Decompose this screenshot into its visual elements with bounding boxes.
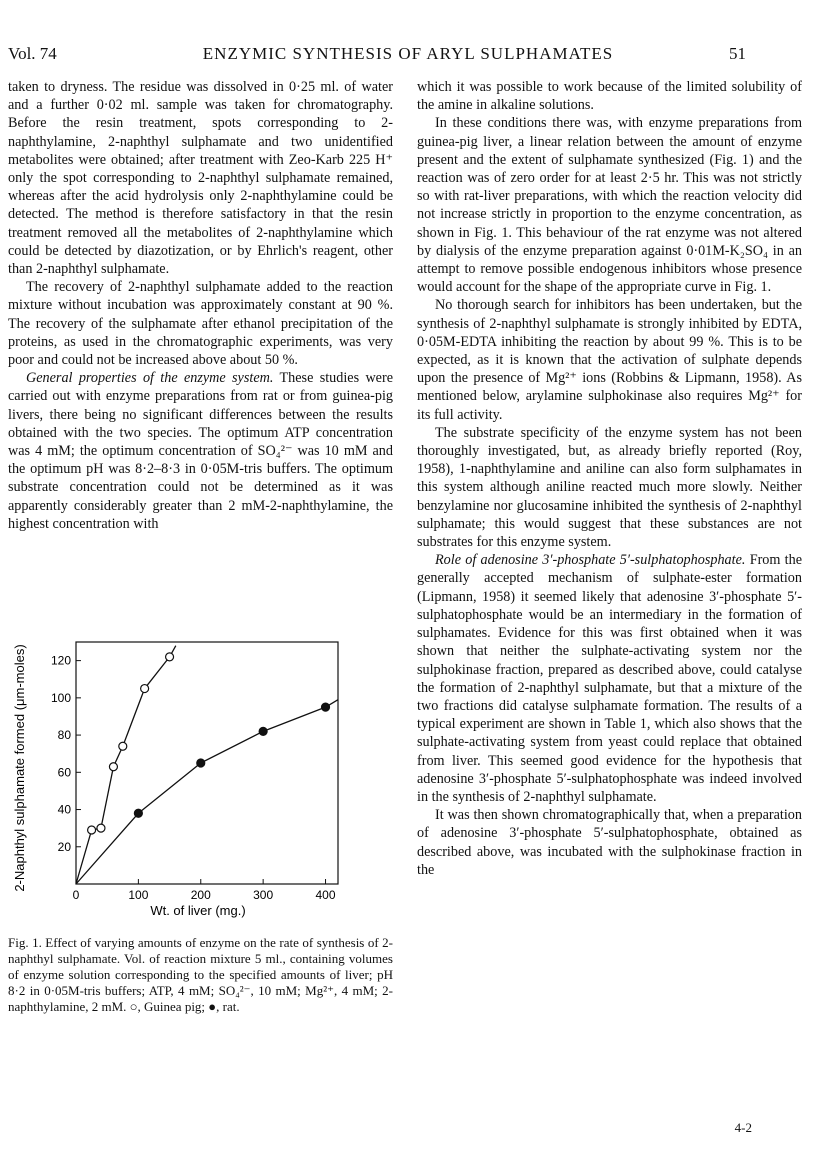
guinea-pig-point	[109, 763, 117, 771]
guinea-pig-point	[97, 824, 105, 832]
x-tick-label: 0	[72, 888, 80, 902]
x-axis-label: Wt. of liver (mg.)	[150, 903, 246, 918]
y-axis-label: 2-Naphthyl sulphamate formed (μm-moles)	[12, 644, 27, 892]
paragraph: The recovery of 2-naphthyl sulphamate added to the reaction mixture without incubation was approximately constant at 90 %. The recovery of the sulphamate after ethanol precipitation of the proteins, as used in the chromatographic experiments, was very poor and could not be increased above about 50 %.	[8, 279, 393, 369]
running-header	[8, 44, 808, 68]
guinea-pig-point	[166, 653, 174, 661]
paragraph: The substrate specificity of the enzyme system has not been thoroughly investigated, but, as already briefly reported (Roy, 1958), 1-naphthylamine and aniline can also form sulphamates in this system although aniline reacted much more slowly. Neither benzylamine nor glucosamine inhibited the synthesis of 2-naphthyl sulphamate; this would suggest that these substances are not substrates for this enzyme system.	[417, 424, 802, 551]
running-title: ENZYMIC SYNTHESIS OF ARYL SULPHAMATES	[202, 44, 614, 63]
rat-point	[259, 727, 267, 735]
x-tick-label: 300	[253, 888, 274, 902]
paragraph: taken to dryness. The residue was dissolved in 0·25 ml. of water and a further 0·02 ml. sample was taken for chromatography. Before the resin treatment, spots corresponding to 2-naphthylamine, 2-naphthyl sulphamate and two unidentified metabolites were obtained; after treatment with Zeo-Karb 225 H⁺ only the spot corresponding to 2-naphthyl sulphamate remained, whereas after the acid hydrolysis only 2-naphthylamine could be detected. The method is therefore satisfactory in that the resin treatment removed all the metabolites of 2-naphthylamine which could be detected by diazotization, or by Ehrlich's reagent, other than 2-naphthyl sulphamate.	[8, 79, 393, 278]
figure-caption: Fig. 1. Effect of varying amounts of enzyme on the rate of synthesis of 2-naphthyl sulphamate. Vol. of reaction mixture 5 ml., containing volumes of enzyme solution corresponding to the specified amounts of liver; pH 8·2 in 0·05M-tris buffers; ATP, 4 mM; SO₄²⁻, 10 mM; Mg²⁺, 4 mM; 2-naphthylamine, 2 mM. ○, Guinea pig; ●, rat.	[8, 935, 393, 1014]
volume-label: Vol. 74	[8, 44, 57, 63]
chart	[8, 628, 393, 918]
y-tick-label: 20	[57, 839, 71, 854]
rat-point	[134, 809, 142, 817]
x-tick-label: 400	[315, 888, 336, 902]
y-tick-label: 60	[57, 765, 71, 780]
rat-point	[197, 759, 205, 767]
y-tick-label: 80	[57, 728, 71, 743]
rat-curve	[76, 700, 338, 884]
left-column	[8, 78, 393, 533]
guinea-pig-curve	[76, 646, 176, 884]
x-tick-label: 100	[128, 888, 149, 902]
paragraph	[8, 369, 393, 533]
guinea-pig-point	[141, 685, 149, 693]
right-column	[417, 78, 802, 879]
page-number: 51	[729, 44, 746, 63]
paragraph: In these conditions there was, with enzyme preparations from guinea-pig liver, a linear relation between the amount of enzyme present and the extent of sulphamate synthesized (Fig. 1) and the reaction was of zero order for at least 2·5 hr. This was not strictly so with rat-liver preparations, with which the reaction velocity did not increase strictly in proportion to the enzyme concentration, as shown in Fig. 1. This behaviour of the rat enzyme was not altered by dialysis of the enzyme preparation against 0·01M-K₂SO₄ in an attempt to remove possible endogenous inhibitors whose presence would account for the shape of the appropriate curve in Fig. 1.	[417, 115, 802, 296]
paragraph: which it was possible to work because of the limited solubility of the amine in alkaline solutions.	[417, 79, 802, 114]
x-tick-label: 200	[190, 888, 211, 902]
figure-1	[8, 628, 393, 918]
guinea-pig-point	[88, 826, 96, 834]
y-tick-label: 120	[50, 653, 71, 668]
section-heading: Role of adenosine 3′-phosphate 5′-sulphatophosphate.	[435, 552, 746, 569]
paragraph: It was then shown chromatographically that, when a preparation of adenosine 3′-phosphate 5′-sulphatophosphate, obtained as described above, was incubated with the sulphokinase fraction in the	[417, 807, 802, 878]
paragraph: No thorough search for inhibitors has been undertaken, but the synthesis of 2-naphthyl sulphamate is strongly inhibited by EDTA, 0·05M-EDTA inhibiting the reaction by about 99 %. This is to be expected, as it is known that the activation of sulphate depends upon the presence of Mg²⁺ ions (Robbins & Lipmann, 1958). As mentioned below, arylamine sulphokinase also requires Mg²⁺ for its full activity.	[417, 297, 802, 423]
paragraph-text: From the generally accepted mechanism of sulphate-ester formation (Lipmann, 1958) it seemed likely that adenosine 3′-phosphate 5′-sulphatophosphate would be an intermediary in the formation of sulphamates. Evidence for this was first obtained when it was shown that neither the sulphate-activating system nor the sulphokinase fraction, prepared as described above, could catalyse the formation of 2-naphthyl sulphamate, but that a mixture of the two fractions did catalyse sulphamate formation. The results of a typical experiment are shown in Table 1, which also shows that the sulphate-activating system from yeast could replace that obtained from liver. This seemed good evidence for the hypothesis that adenosine 3′-phosphate 5′-sulphatophosphate was indeed involved in the synthesis of 2-naphthyl sulphamate.	[417, 552, 803, 805]
paragraph	[417, 551, 802, 806]
y-tick-label: 100	[50, 690, 71, 705]
rat-point	[322, 703, 330, 711]
guinea-pig-point	[119, 742, 127, 750]
y-tick-label: 40	[57, 802, 71, 817]
paragraph-text: These studies were carried out with enzyme preparations from rat or from guinea-pig livers, there being no significant differences between the results obtained with the two species. The optimum ATP concentration was 4 mM; the optimum concentration of SO₄²⁻ was 10 mM and the optimum pH was 8·2–8·3 in 0·05M-tris buffers. The optimum substrate concentration could not be determined as it was apparently considerably greater than 2 mM-2-naphthylamine, the highest concentration with	[8, 370, 394, 532]
footer-signature: 4-2	[734, 1120, 752, 1135]
section-heading: General properties of the enzyme system.	[26, 370, 274, 387]
